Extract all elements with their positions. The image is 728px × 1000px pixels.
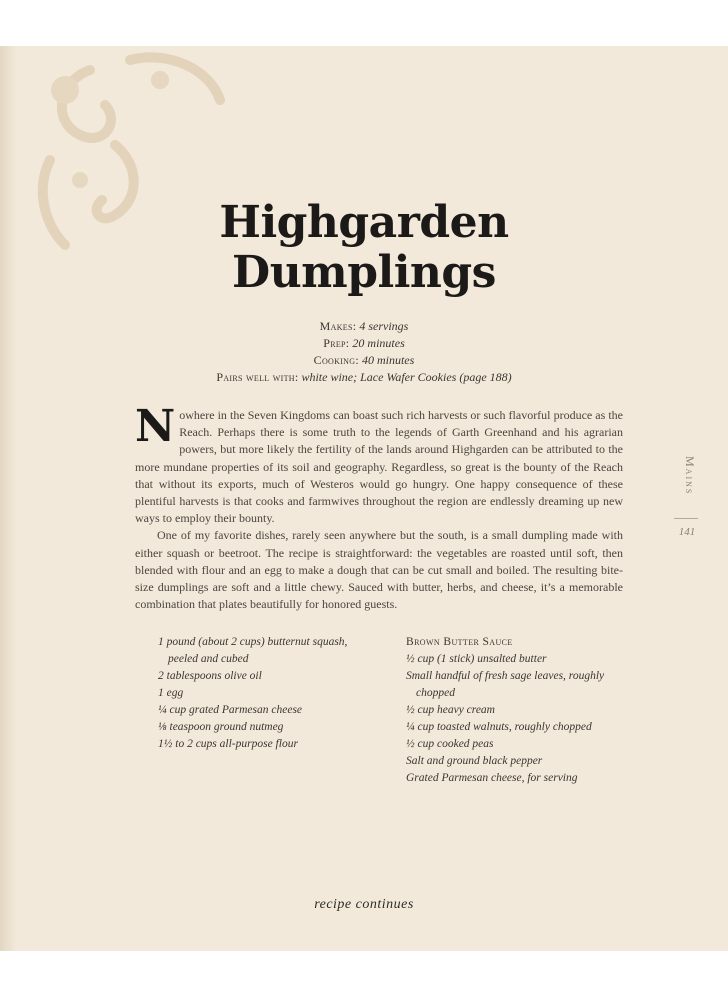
prep-row [0,335,728,352]
section-label: Mains [683,456,697,496]
intro-paragraph-2: One of my favorite dishes, rarely seen anywhere but the south, is a small dumpling made with either squash or beetroot. The recipe is straightforward: the vegetables are roasted until soft, then blended with flour and an egg to make a dough that can be cut small and boiled. The resulting bite-size dumplings are soft and a little chewy. Sauced with butter, herbs, and cheese, it’s a memorable combination that plates beautifully for honored guests. [135,528,623,612]
ingredient-item: Small handful of fresh sage leaves, roughly chopped [406,670,605,699]
makes-row [0,318,728,335]
sidebar-divider [674,518,698,519]
ingredient-item: 1 egg [158,687,184,699]
intro-text [135,401,623,613]
page-gutter-shadow [0,46,16,951]
pairs-row [0,369,728,386]
cooking-label: Cooking: [313,353,359,367]
page-number: 141 [678,526,696,538]
cooking-value: 40 minutes [361,353,415,367]
ingredient-item: ⅛ teaspoon ground nutmeg [158,721,284,733]
title-line-2: Dumplings [232,247,496,298]
ingredients-dumplings [158,634,378,753]
recipe-meta [0,318,728,386]
intro-paragraph-1 [135,401,623,527]
sauce-heading: Brown Butter Sauce [406,636,513,648]
ingredient-item: 2 tablespoons olive oil [158,670,262,682]
cooking-row [0,352,728,369]
recipe-title [0,198,728,298]
recipe-continues-note: recipe continues [314,897,414,912]
prep-value: 20 minutes [352,336,405,350]
drop-cap: N [135,401,176,452]
ingredient-item: ½ cup cooked peas [406,738,494,750]
ingredient-item: 1½ to 2 cups all-purpose flour [158,738,298,750]
prep-label: Prep: [323,336,350,350]
ingredient-item: ¼ cup toasted walnuts, roughly chopped [406,721,592,733]
makes-value: 4 servings [359,319,409,333]
intro-paragraph-1-text: owhere in the Seven Kingdoms can boast such rich harvests or such flavorful produce as the Reach. Perhaps there is some truth to the legends of Garth Greenhand and his agrarian powers, but more likely the fertility of the lands around Highgarden can be attributed to the more mundane properties of its soil and geography. Regardless, so great is the bounty of the Reach that without its exports, much of Westeros would go hungry. One happy consequence of these plentiful harvests is that cooks and farmwives throughout the region are endlessly dreaming up new ways to employ their bounty. [135,408,623,526]
ingredient-item: ½ cup (1 stick) unsalted butter [406,653,547,665]
ingredient-item: ¼ cup grated Parmesan cheese [158,704,303,716]
ingredient-item: 1 pound (about 2 cups) butternut squash, peeled and cubed [158,636,348,665]
book-page [0,46,728,951]
title-line-1: Highgarden [219,197,509,248]
makes-label: Makes: [319,319,357,333]
pairs-value: white wine; Lace Wafer Cookies (page 188) [301,370,512,384]
ingredients-sauce [406,634,636,787]
pairs-label: Pairs well with: [216,370,299,384]
ingredient-item: Salt and ground black pepper [406,755,543,767]
ingredient-item: Grated Parmesan cheese, for serving [406,772,578,784]
ingredient-item: ½ cup heavy cream [406,704,495,716]
